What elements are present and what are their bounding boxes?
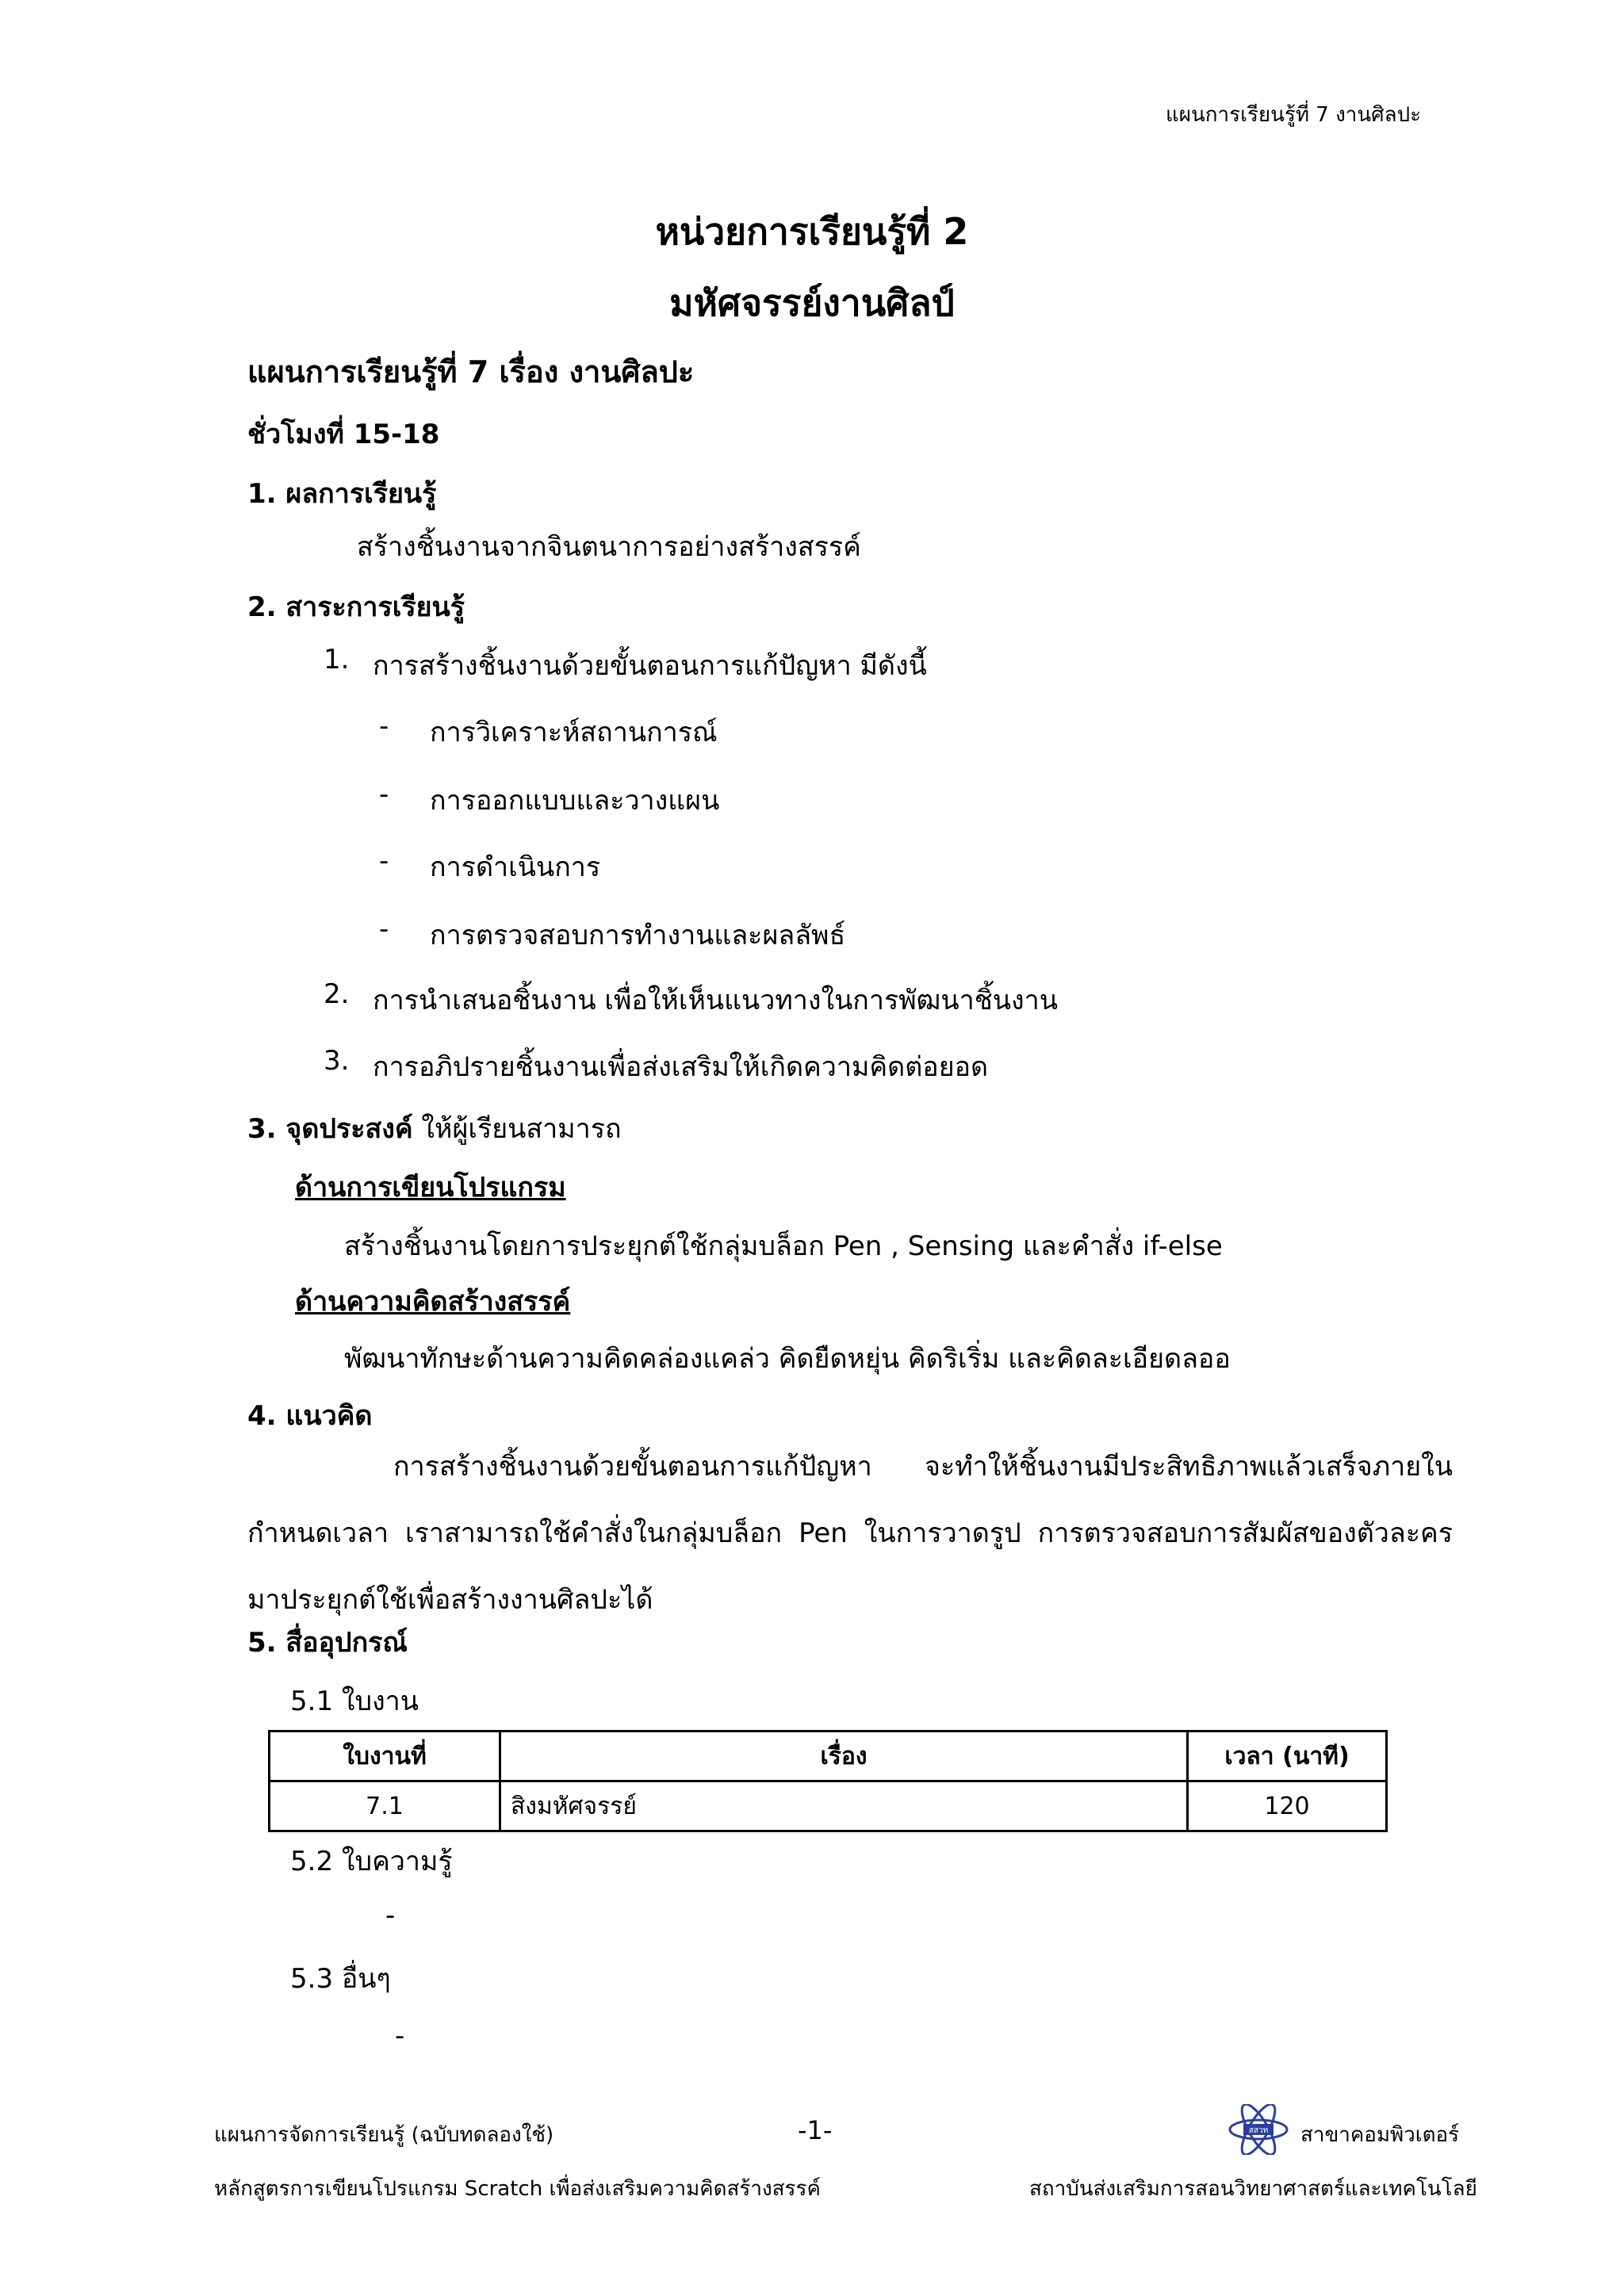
table-header: เวลา (นาที) — [1188, 1732, 1387, 1781]
section-2-item-text: การนำเสนอชิ้นงาน เพื่อให้เห็นแนวทางในการพัฒนาชิ้นงาน — [373, 985, 1058, 1016]
sub-item-text: การออกแบบและวางแผน — [430, 785, 720, 817]
ipst-logo-icon — [1226, 2104, 1291, 2155]
programming-objective: สร้างชิ้นงานโดยการประยุกต์ใช้กลุ่มบล็อก Pen , Sensing และคำสั่ง if-else — [344, 1230, 1223, 1262]
table-header-row — [270, 1732, 1387, 1781]
section-1-heading: 1. ผลการเรียนรู้ — [247, 478, 437, 510]
worksheet-label: 5.1 ใบงาน — [290, 1686, 419, 1717]
section-2-heading: 2. สาระการเรียนรู้ — [247, 591, 465, 623]
sub-item-dash: - — [379, 779, 389, 810]
section-2-item-number: 1. — [324, 644, 350, 675]
section-1-text: สร้างชิ้นงานจากจินตนาการอย่างสร้างสรรค์ — [357, 531, 861, 563]
section-5-heading: 5. สื่ออุปกรณ์ — [247, 1627, 408, 1659]
worksheet-table — [268, 1730, 1388, 1832]
page-number: -1- — [798, 2115, 833, 2145]
running-header: แผนการเรียนรู้ที่ 7 งานศิลปะ — [1166, 103, 1422, 127]
section-4-heading: 4. แนวคิด — [247, 1400, 373, 1432]
unit-title: หน่วยการเรียนรู้ที่ 2 — [655, 210, 969, 253]
section-3-heading-line — [247, 1107, 622, 1150]
concept-paragraph: การสร้างชิ้นงานด้วยขั้นตอนการแก้ปัญหา จะทำให้ชิ้นงานมีประสิทธิภาพแล้วเสร็จภายในกำหนดเวลา เราสามารถใช้คำสั่งในกลุ่มบล็อก Pen ในการวาดรูป การตรวจสอบการสัมผัสของตัวละคร มาประยุกต์ใช้เพื่อสร้างงานศิลปะได้ — [247, 1451, 1453, 1616]
plan-hours: ชั่วโมงที่ 15-18 — [247, 419, 440, 450]
knowledge-label: 5.2 ใบความรู้ — [290, 1846, 453, 1877]
section-2-item-number: 2. — [324, 978, 350, 1010]
sub-item-text: การวิเคราะห์สถานการณ์ — [430, 717, 718, 748]
sub-item-text: การตรวจสอบการทำงานและผลลัพธ์ — [430, 920, 846, 951]
sub-item-text: การดำเนินการ — [430, 851, 601, 883]
table-row — [270, 1781, 1387, 1831]
creative-label: ด้านความคิดสร้างสรรค์ — [295, 1286, 571, 1318]
logo-text: สสวท — [1248, 2126, 1269, 2135]
sub-item-dash: - — [379, 710, 389, 742]
section-2-item-number: 3. — [324, 1045, 350, 1077]
other-label: 5.3 อื่นๆ — [290, 1963, 391, 1995]
table-header: เรื่อง — [500, 1732, 1188, 1781]
knowledge-value: - — [385, 1900, 396, 1931]
unit-subtitle: มหัศจรรย์งานศิลป์ — [669, 281, 955, 324]
creative-objective: พัฒนาทักษะด้านความคิดคล่องแคล่ว คิดยืดหยุ่น คิดริเริ่ม และคิดละเอียดลออ — [344, 1343, 1231, 1375]
plan-title: แผนการเรียนรู้ที่ 7 เรื่อง งานศิลปะ — [247, 354, 695, 389]
footer-course: หลักสูตรการเขียนโปรแกรม Scratch เพื่อส่งเสริมความคิดสร้างสรรค์ — [214, 2177, 821, 2201]
other-value: - — [395, 2020, 405, 2052]
sub-item-dash: - — [379, 913, 389, 945]
section-2-item-text: การสร้างชิ้นงานด้วยขั้นตอนการแก้ปัญหา มีดังนี้ — [373, 650, 927, 682]
table-cell: 120 — [1188, 1781, 1387, 1831]
section-2-item-text: การอภิปรายชิ้นงานเพื่อส่งเสริมให้เกิดความคิดต่อยอด — [373, 1051, 989, 1083]
footer-plan-label: แผนการจัดการเรียนรู้ (ฉบับทดลองใช้) — [214, 2123, 554, 2147]
footer-department: สาขาคอมพิวเตอร์ — [1300, 2123, 1460, 2147]
section-3-heading: 3. จุดประสงค์ — [247, 1113, 413, 1145]
table-cell: สิงมหัศจรรย์ — [500, 1781, 1188, 1831]
section-3-heading-suffix: ให้ผู้เรียนสามารถ — [412, 1113, 622, 1145]
sub-item-dash: - — [379, 845, 389, 877]
table-header: ใบงานที่ — [270, 1732, 500, 1781]
table-cell: 7.1 — [270, 1781, 500, 1831]
programming-label: ด้านการเขียนโปรแกรม — [295, 1172, 566, 1203]
footer-institute: สถาบันส่งเสริมการสอนวิทยาศาสตร์และเทคโนโลยี — [1029, 2177, 1477, 2201]
